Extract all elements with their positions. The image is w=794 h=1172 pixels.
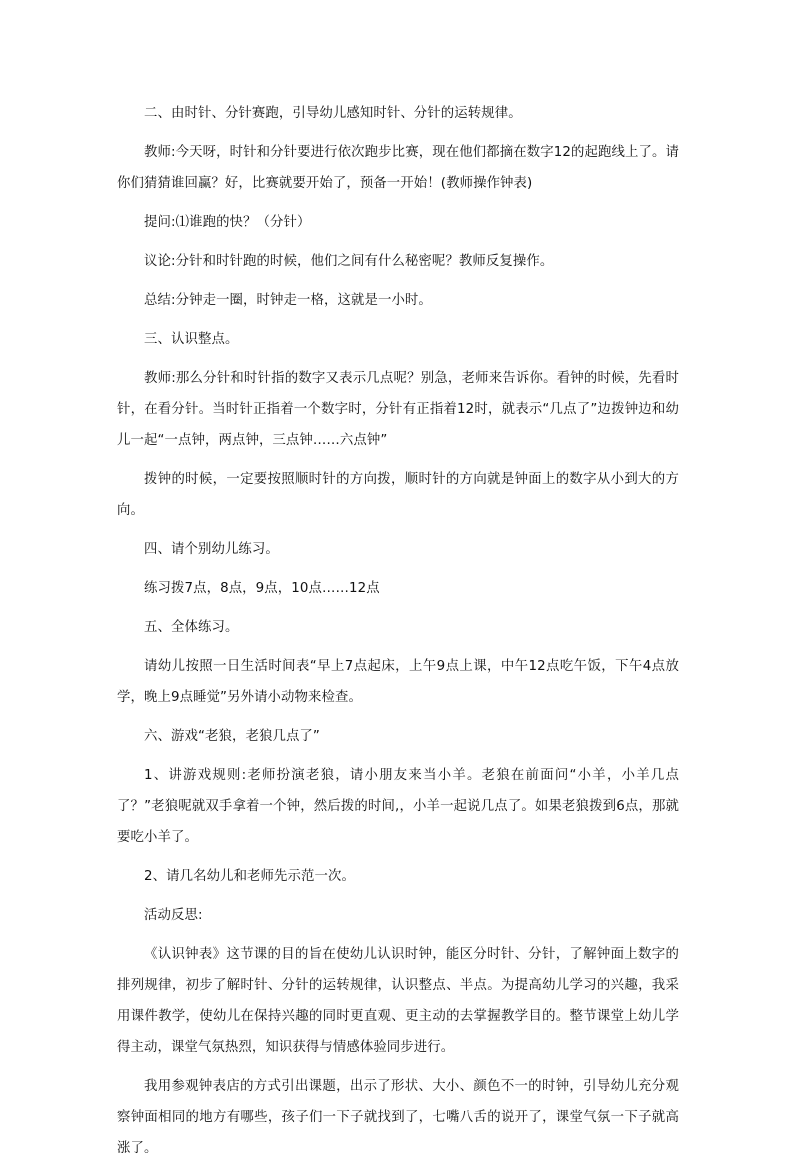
schedule-paragraph: 请幼儿按照一日生活时间表“早上7点起床，上午9点上课，中午12点吃午饭，下午4点放学，晚上9点睡觉”另外请小动物来检查。	[117, 659, 679, 705]
question-paragraph: 提问:⑴谁跑的快？（分针）	[144, 215, 311, 230]
document-body	[117, 98, 679, 1172]
reflection-paragraph-1: 《认识钟表》这节课的目的旨在使幼儿认识时钟，能区分时针、分针，了解钟面上数字的排列规律，初步了解时针、分针的运转规律，认识整点、半点。为提高幼儿学习的兴趣，我采用课件教学，使幼儿在保持兴趣的同时更直观、更主动的去掌握教学目的。整节课堂上幼儿学得主动，课堂气氛热烈，知识获得与情感体验同步进行。	[117, 947, 679, 1055]
discussion-paragraph: 议论:分针和时针跑的时候，他们之间有什么秘密呢？教师反复操作。	[144, 254, 554, 269]
summary-paragraph: 总结:分钟走一圈，时钟走一格，这就是一小时。	[144, 293, 432, 308]
clockwise-paragraph: 拨钟的时候，一定要按照顺时针的方向拨，顺时针的方向就是钟面上的数字从小到大的方向。	[117, 472, 679, 518]
section-heading-5: 五、全体练习。	[144, 620, 239, 635]
section-heading-4: 四、请个别幼儿练习。	[144, 542, 279, 557]
reflection-paragraph-2: 我用参观钟表店的方式引出课题，出示了形状、大小、颜色不一的时钟，引导幼儿充分观察钟面相同的地方有哪些，孩子们一下子就找到了，七嘴八舌的说开了，课堂气氛一下子就高涨了。	[117, 1079, 679, 1156]
section-heading-3: 三、认识整点。	[144, 332, 239, 347]
teacher-paragraph-race: 教师:今天呀，时针和分针要进行依次跑步比赛，现在他们都摘在数字12的起跑线上了。请你们猜猜谁回赢？好，比赛就要开始了，预备一开始！(教师操作钟表)	[117, 145, 679, 191]
teacher-paragraph-whole-hour: 教师:那么分针和时针指的数字又表示几点呢？别急，老师来告诉你。看钟的时候，先看时针，在看分针。当时针正指着一个数字时，分针有正指着12时，就表示“几点了”边拨钟边和幼儿一起“一点钟，两点钟，三点钟……六点钟”	[117, 371, 679, 448]
section-heading-2: 二、由时针、分针赛跑，引导幼儿感知时针、分针的运转规律。	[144, 106, 522, 121]
practice-paragraph: 练习拨7点，8点，9点，10点……12点	[144, 581, 380, 596]
game-rules-paragraph: 1、讲游戏规则:老师扮演老狼，请小朋友来当小羊。老狼在前面问“小羊，小羊几点了？”老狼呢就双手拿着一个钟，然后拨的时间,，小羊一起说几点了。如果老狼拨到6点，那就要吃小羊了。	[117, 768, 679, 845]
demo-paragraph: 2、请几名幼儿和老师先示范一次。	[144, 869, 355, 884]
section-heading-6: 六、游戏“老狼，老狼几点了”	[144, 729, 320, 744]
reflection-heading: 活动反思:	[144, 908, 203, 923]
